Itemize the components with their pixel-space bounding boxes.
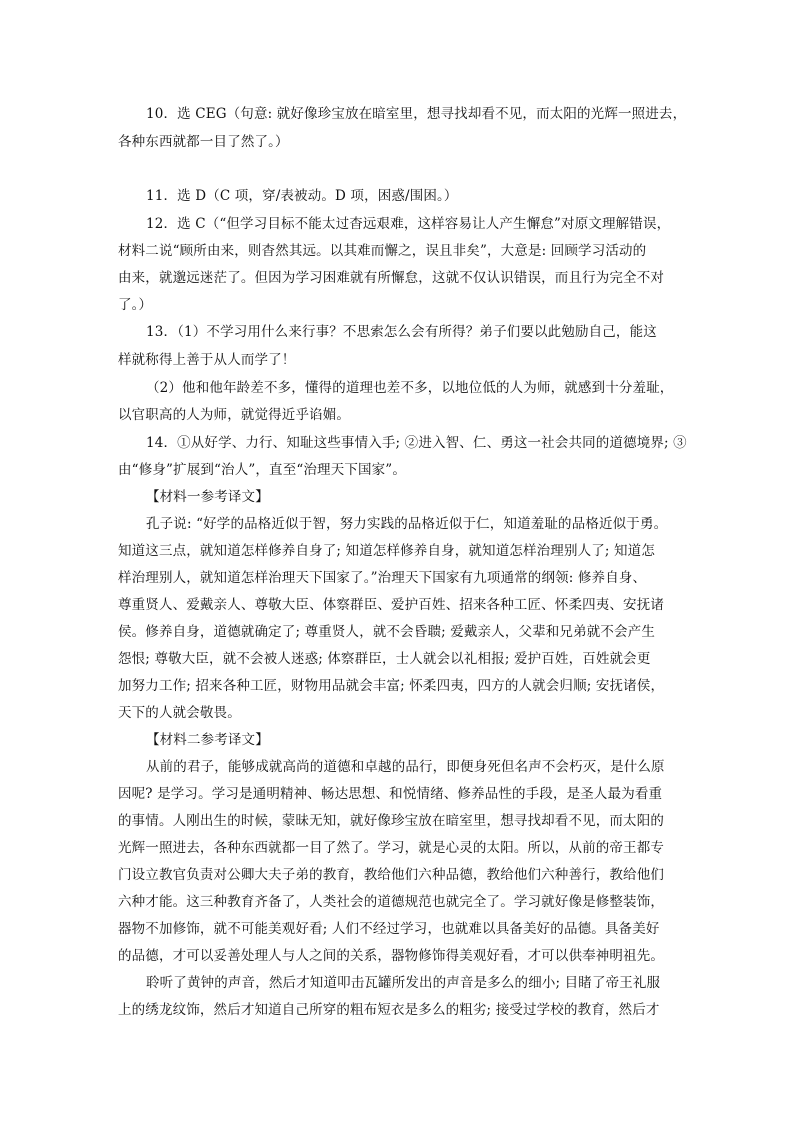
answer-10-line-1: 10．选 CEG（句意: 就好像珍宝放在暗室里，想寻找却看不见，而太阳的光辉一照进去， xyxy=(146,106,687,122)
answer-12-line-1: 12．选 C（“但学习目标不能太过杳远艰难，这样容易让人产生懈怠”对原文理解错误， xyxy=(146,216,671,232)
answer-13-2-line-1: （2）他和他年龄差不多，懂得的道理也差不多，以地位低的人为师，就感到十分羞耻， xyxy=(146,380,674,396)
translation-1-line: 孔子说: “好学的品格近似于智，努力实践的品格近似于仁，知道羞耻的品格近似于勇。 xyxy=(146,516,668,532)
translation-1-line: 侯。修养自身，道德就确定了; 尊重贤人，就不会昏聩; 爱戴亲人，父辈和兄弟就不会产生 xyxy=(118,624,655,640)
answer-11: 11．选 D（C 项，穿/表被动。D 项，困惑/围困。） xyxy=(146,188,458,204)
translation-1-heading: 【材料一参考译文】 xyxy=(146,489,269,505)
translation-2-line: 因呢? 是学习。学习是通明精神、畅达思想、和悦情绪、修养品性的手段，是圣人最为看重 xyxy=(118,786,663,802)
translation-2-line: 六种才能。这三种教育齐备了，人类社会的道德规范也就完全了。学习就好像是修整装饰， xyxy=(118,894,664,910)
translation-2-line: 器物不加修饰，就不可能美观好看; 人们不经过学习，也就难以具备美好的品德。具备美好 xyxy=(118,921,660,937)
translation-1-line: 样治理别人，就知道怎样治理天下国家了。”治理天下国家有九项通常的纲领: 修养自身、 xyxy=(118,570,647,586)
translation-2-line: 门设立教官负责对公卿大夫子弟的教育，教给他们六种品德，教给他们六种善行，教给他们 xyxy=(118,867,664,883)
answer-13-1-line-2: 样就称得上善于从人而学了！ xyxy=(118,352,296,368)
translation-1-line: 知道这三点，就知道怎样修养自身了; 知道怎样修养自身，就知道怎样治理别人了; 知道怎 xyxy=(118,543,655,559)
translation-2-line: 的事情。人刚出生的时候，蒙昧无知，就好像珍宝放在暗室里，想寻找却看不见，而太阳的 xyxy=(118,813,664,829)
translation-1-line: 天下的人就会敬畏。 xyxy=(118,705,241,721)
translation-1-line: 加努力工作; 招来各种工匠，财物用品就会丰富; 怀柔四夷，四方的人就会归顺; 安抚诸侯， xyxy=(118,678,665,694)
translation-2-line: 从前的君子，能够成就高尚的道德和卓越的品行，即便身死但名声不会朽灭，是什么原 xyxy=(146,759,665,775)
answer-12-line-2: 材料二说“顾所由来，则杳然其远。以其难而懈之，误且非矣”，大意是: 回顾学习活动的 xyxy=(118,243,647,259)
answer-12-line-4: 了。） xyxy=(118,297,153,313)
translation-1-line: 怨恨; 尊敬大臣，就不会被人迷惑; 体察群臣，士人就会以礼相报; 爱护百姓，百姓就会更 xyxy=(118,651,651,667)
translation-2-line: 聆听了黄钟的声音，然后才知道叩击瓦罐所发出的声音是多么的细小; 目睹了帝王礼服 xyxy=(146,975,661,991)
answer-14-line-2: 由“修身”扩展到“治人”，直至“治理天下国家”。 xyxy=(118,462,407,478)
answer-13-1-line-1: 13．（1）不学习用什么来行事？不思索怎么会有所得？弟子们要以此勉励自己，能这 xyxy=(146,324,657,340)
answer-12-line-3: 由来，就邈远迷茫了。但因为学习困难就有所懈怠，这就不仅认识错误，而且行为完全不对 xyxy=(118,270,664,286)
answer-10-line-2: 各种东西就都一目了然了。） xyxy=(118,134,289,150)
answer-13-2-line-2: 以官职高的人为师，就觉得近乎谄媚。 xyxy=(118,407,351,423)
translation-2-line: 上的绣龙纹饰，然后才知道自己所穿的粗布短衣是多么的粗劣; 接受过学校的教育，然后才 xyxy=(118,1002,660,1018)
translation-2-line: 光辉一照进去，各种东西就都一目了然了。学习，就是心灵的太阳。所以，从前的帝王都专 xyxy=(118,840,664,856)
translation-2-heading: 【材料二参考译文】 xyxy=(146,732,269,748)
answer-14-line-1: 14．①从好学、力行、知耻这些事情入手; ②进入智、仁、勇这一社会共同的道德境界; ③ xyxy=(146,435,687,451)
translation-1-line: 尊重贤人、爱戴亲人、尊敬大臣、体察群臣、爱护百姓、招来各种工匠、怀柔四夷、安抚诸 xyxy=(118,597,664,613)
translation-2-line: 的品德，才可以妥善处理人与人之间的关系，器物修饰得美观好看，才可以供奉神明祖先。 xyxy=(118,948,664,964)
